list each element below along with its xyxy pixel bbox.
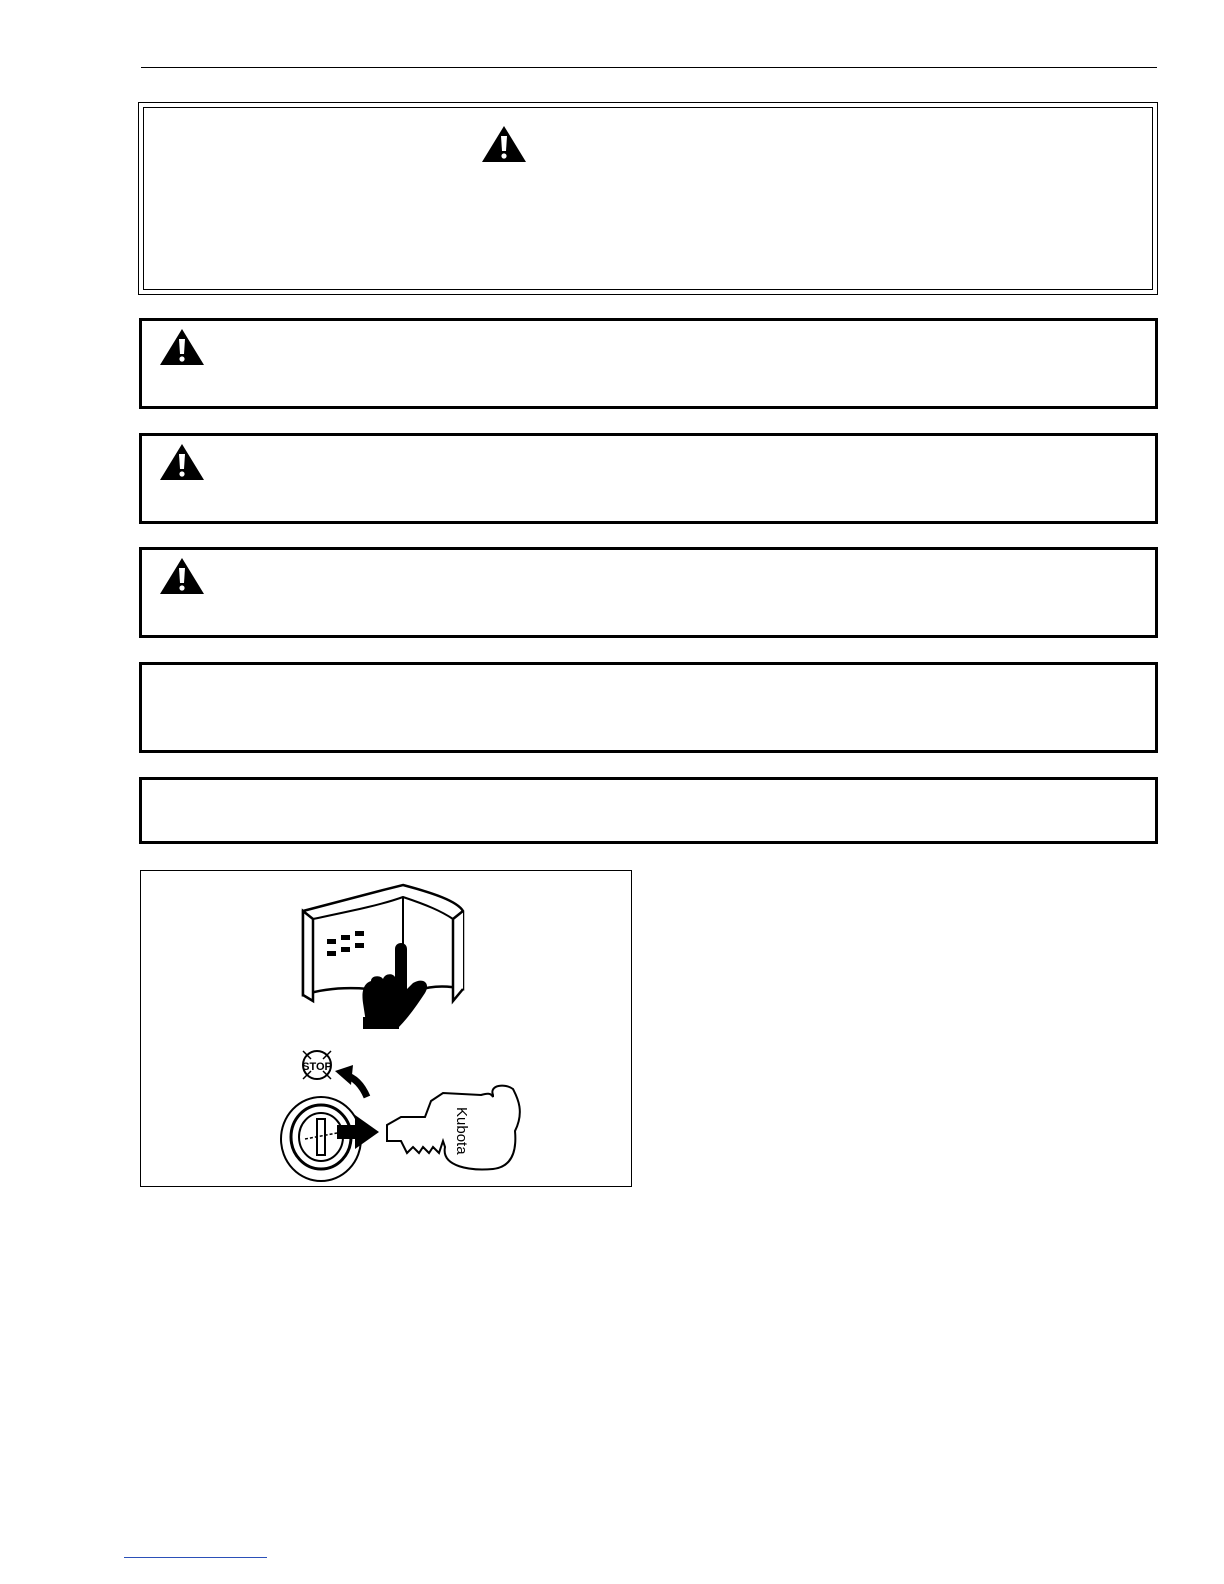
warning-triangle-icon [480, 124, 528, 164]
warning-triangle-icon [158, 556, 206, 596]
illustration-figure [140, 870, 632, 1187]
warning-notice-3 [139, 547, 1158, 638]
warning-triangle-icon [158, 442, 206, 482]
safety-intro-box [138, 102, 1158, 295]
notice-box-4 [139, 662, 1158, 753]
safety-intro-box-inner [143, 107, 1153, 290]
footer-link-underline [124, 1557, 267, 1558]
header-rule [141, 67, 1157, 68]
warning-triangle-icon [158, 327, 206, 367]
stop-symbol-icon [302, 1051, 332, 1079]
key-brand-label: Kubota [453, 1107, 470, 1155]
warning-notice-1 [139, 318, 1158, 409]
warning-notice-2 [139, 433, 1158, 524]
stop-label: STOP [302, 1061, 332, 1073]
notice-box-5 [139, 777, 1158, 844]
illustration [141, 871, 631, 1186]
key-icon [387, 1086, 520, 1170]
